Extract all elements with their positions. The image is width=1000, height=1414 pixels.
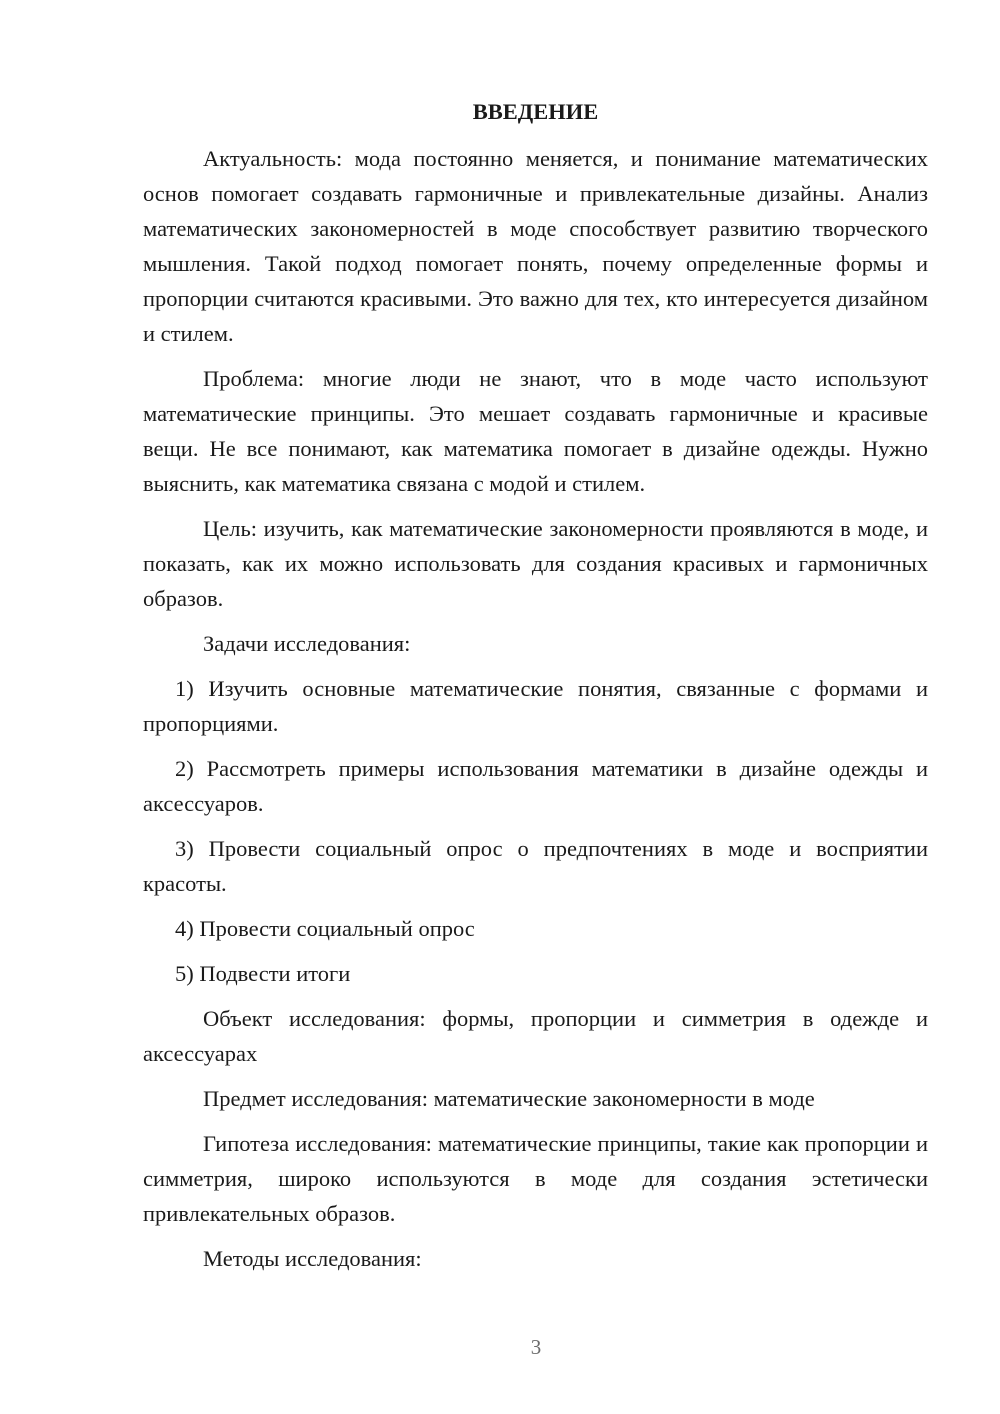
hypothesis-paragraph: Гипотеза исследования: математические принципы, такие как пропорции и симметрия, широко используются в моде для создания эстетически привлекательных образов. bbox=[143, 1131, 928, 1226]
tasks-heading: Задачи исследования: bbox=[203, 631, 411, 656]
task-item-3: 3) Провести социальный опрос о предпочтениях в моде и восприятии красоты. bbox=[143, 836, 928, 896]
task-item-2: 2) Рассмотреть примеры использования математики в дизайне одежды и аксессуаров. bbox=[143, 756, 928, 816]
task-item-4: 4) Провести социальный опрос bbox=[175, 916, 475, 941]
goal-paragraph: Цель: изучить, как математические закономерности проявляются в моде, и показать, как их можно использовать для создания красивых и гармоничных образов. bbox=[143, 516, 928, 611]
task-item-5: 5) Подвести итоги bbox=[175, 961, 351, 986]
page-content bbox=[143, 94, 928, 1276]
section-title: ВВЕДЕНИЕ bbox=[472, 99, 599, 124]
page-number: 3 bbox=[530, 1335, 542, 1359]
subject-paragraph: Предмет исследования: математические закономерности в моде bbox=[203, 1086, 815, 1111]
task-item-1: 1) Изучить основные математические понятия, связанные с формами и пропорциями. bbox=[143, 676, 928, 736]
relevance-paragraph: Актуальность: мода постоянно меняется, и понимание математических основ помогает создавать гармоничные и привлекательные дизайны. Анализ математических закономерностей в моде способствует развитию творческого мышления. Такой подход помогает понять, почему определенные формы и пропорции считаются красивыми. Это важно для тех, кто интересуется дизайном и стилем. bbox=[143, 146, 928, 346]
problem-paragraph: Проблема: многие люди не знают, что в моде часто используют математические принципы. Это мешает создавать гармоничные и красивые вещи. Не все понимают, как математика помогает в дизайне одежды. Нужно выяснить, как математика связана с модой и стилем. bbox=[143, 366, 928, 496]
object-paragraph: Объект исследования: формы, пропорции и симметрия в одежде и аксессуарах bbox=[143, 1006, 928, 1066]
methods-paragraph: Методы исследования: bbox=[203, 1246, 422, 1271]
